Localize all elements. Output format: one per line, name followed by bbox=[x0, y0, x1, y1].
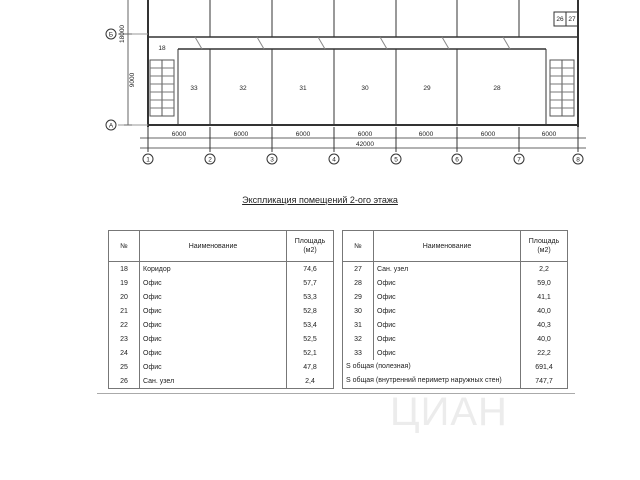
room-name: Сан. узел bbox=[374, 262, 521, 277]
table-row bbox=[109, 360, 334, 374]
axis-number-4: 4 bbox=[332, 156, 336, 164]
room-number: 21 bbox=[109, 304, 140, 318]
room-area: 59,0 bbox=[521, 276, 568, 290]
room-area: 40,0 bbox=[521, 332, 568, 346]
room-name: Офис bbox=[374, 346, 521, 360]
table-row bbox=[109, 346, 334, 360]
axis-letter-a: А bbox=[108, 122, 114, 130]
room-area: 52,5 bbox=[287, 332, 334, 346]
table-row bbox=[343, 318, 568, 332]
column-header-no: № bbox=[343, 231, 374, 262]
span-label: 6000 bbox=[233, 131, 249, 138]
room-area: 57,7 bbox=[287, 276, 334, 290]
room-area: 2,4 bbox=[287, 374, 334, 389]
room-area: 2,2 bbox=[521, 262, 568, 277]
total-row bbox=[343, 360, 568, 374]
column-header-area: Площадь (м2) bbox=[521, 231, 568, 262]
room-number: 26 bbox=[109, 374, 140, 389]
room-name: Офис bbox=[140, 332, 287, 346]
room-area: 52,1 bbox=[287, 346, 334, 360]
room-number: 24 bbox=[109, 346, 140, 360]
table-body bbox=[109, 262, 334, 389]
axis-number-5: 5 bbox=[394, 156, 398, 164]
room-area: 47,8 bbox=[287, 360, 334, 374]
room-number: 30 bbox=[343, 304, 374, 318]
total-row bbox=[343, 374, 568, 389]
explication-table-right bbox=[342, 230, 568, 389]
axis-number-2: 2 bbox=[208, 156, 212, 164]
room-name: Офис bbox=[140, 276, 287, 290]
table-row bbox=[109, 276, 334, 290]
column-header-no: № bbox=[109, 231, 140, 262]
axis-number-3: 3 bbox=[270, 156, 274, 164]
room-name: Офис bbox=[140, 290, 287, 304]
room-label-32: 32 bbox=[239, 85, 247, 92]
totals-body bbox=[343, 360, 568, 389]
room-number: 27 bbox=[343, 262, 374, 277]
table-row bbox=[109, 318, 334, 332]
room-label-28: 28 bbox=[493, 85, 501, 92]
room-number: 20 bbox=[109, 290, 140, 304]
table-row bbox=[343, 290, 568, 304]
room-name: Коридор bbox=[140, 262, 287, 277]
room-area: 41,1 bbox=[521, 290, 568, 304]
column-header-area: Площадь (м2) bbox=[287, 231, 334, 262]
table-row bbox=[343, 276, 568, 290]
room-label-26: 26 bbox=[556, 16, 564, 23]
table-row bbox=[343, 332, 568, 346]
room-name: Сан. узел bbox=[140, 374, 287, 389]
table-row bbox=[109, 290, 334, 304]
column-header-name: Наименование bbox=[374, 231, 521, 262]
room-name: Офис bbox=[374, 332, 521, 346]
table-row bbox=[109, 262, 334, 277]
room-number: 28 bbox=[343, 276, 374, 290]
room-name: Офис bbox=[374, 276, 521, 290]
column-header-name: Наименование bbox=[140, 231, 287, 262]
axis-number-1: 1 bbox=[146, 156, 150, 164]
room-name: Офис bbox=[374, 318, 521, 332]
axis-letter-b: Б bbox=[108, 31, 114, 39]
span-label: 6000 bbox=[171, 131, 187, 138]
room-area: 40,0 bbox=[521, 304, 568, 318]
room-number: 25 bbox=[109, 360, 140, 374]
explication-table-left bbox=[108, 230, 334, 389]
span-label: 6000 bbox=[480, 131, 496, 138]
room-number: 31 bbox=[343, 318, 374, 332]
table-row bbox=[343, 346, 568, 360]
watermark: ЦИАН bbox=[390, 390, 508, 434]
room-label-27: 27 bbox=[568, 16, 576, 23]
room-number: 18 bbox=[109, 262, 140, 277]
span-label: 6000 bbox=[357, 131, 373, 138]
table-row bbox=[109, 332, 334, 346]
room-area: 53,4 bbox=[287, 318, 334, 332]
room-name: Офис bbox=[140, 346, 287, 360]
span-label: 6000 bbox=[541, 131, 557, 138]
floor-plan bbox=[0, 0, 640, 180]
room-area: 22,2 bbox=[521, 346, 568, 360]
room-area: 74,6 bbox=[287, 262, 334, 277]
room-area: 53,3 bbox=[287, 290, 334, 304]
room-area: 40,3 bbox=[521, 318, 568, 332]
room-number: 32 bbox=[343, 332, 374, 346]
table-row bbox=[109, 304, 334, 318]
room-number: 33 bbox=[343, 346, 374, 360]
table-row bbox=[109, 374, 334, 389]
total-label: S общая (полезная) bbox=[343, 360, 521, 374]
total-length: 42000 bbox=[355, 141, 375, 148]
room-name: Офис bbox=[140, 360, 287, 374]
axis-number-7: 7 bbox=[517, 156, 521, 164]
table-row bbox=[343, 262, 568, 277]
dim-vertical-9000: 9000 bbox=[129, 72, 136, 88]
span-label: 6000 bbox=[418, 131, 434, 138]
room-number: 22 bbox=[109, 318, 140, 332]
room-label-29: 29 bbox=[423, 85, 431, 92]
room-name: Офис bbox=[374, 290, 521, 304]
dim-vertical-18000: 18000 bbox=[119, 24, 126, 44]
explication-title: Экспликация помещений 2-ого этажа bbox=[242, 195, 398, 205]
axis-number-8: 8 bbox=[576, 156, 580, 164]
span-label: 6000 bbox=[295, 131, 311, 138]
room-label-30: 30 bbox=[361, 85, 369, 92]
room-area: 52,8 bbox=[287, 304, 334, 318]
room-number: 19 bbox=[109, 276, 140, 290]
room-number: 29 bbox=[343, 290, 374, 304]
room-name: Офис bbox=[374, 304, 521, 318]
total-value: 747,7 bbox=[521, 374, 568, 389]
axis-number-6: 6 bbox=[455, 156, 459, 164]
room-name: Офис bbox=[140, 304, 287, 318]
room-label-31: 31 bbox=[299, 85, 307, 92]
room-number: 23 bbox=[109, 332, 140, 346]
room-name: Офис bbox=[140, 318, 287, 332]
total-label: S общая (внутренний периметр наружных стен) bbox=[343, 374, 521, 389]
table-row bbox=[343, 304, 568, 318]
room-label-18: 18 bbox=[158, 45, 166, 52]
total-value: 691,4 bbox=[521, 360, 568, 374]
table-body bbox=[343, 262, 568, 361]
room-label-33: 33 bbox=[190, 85, 198, 92]
